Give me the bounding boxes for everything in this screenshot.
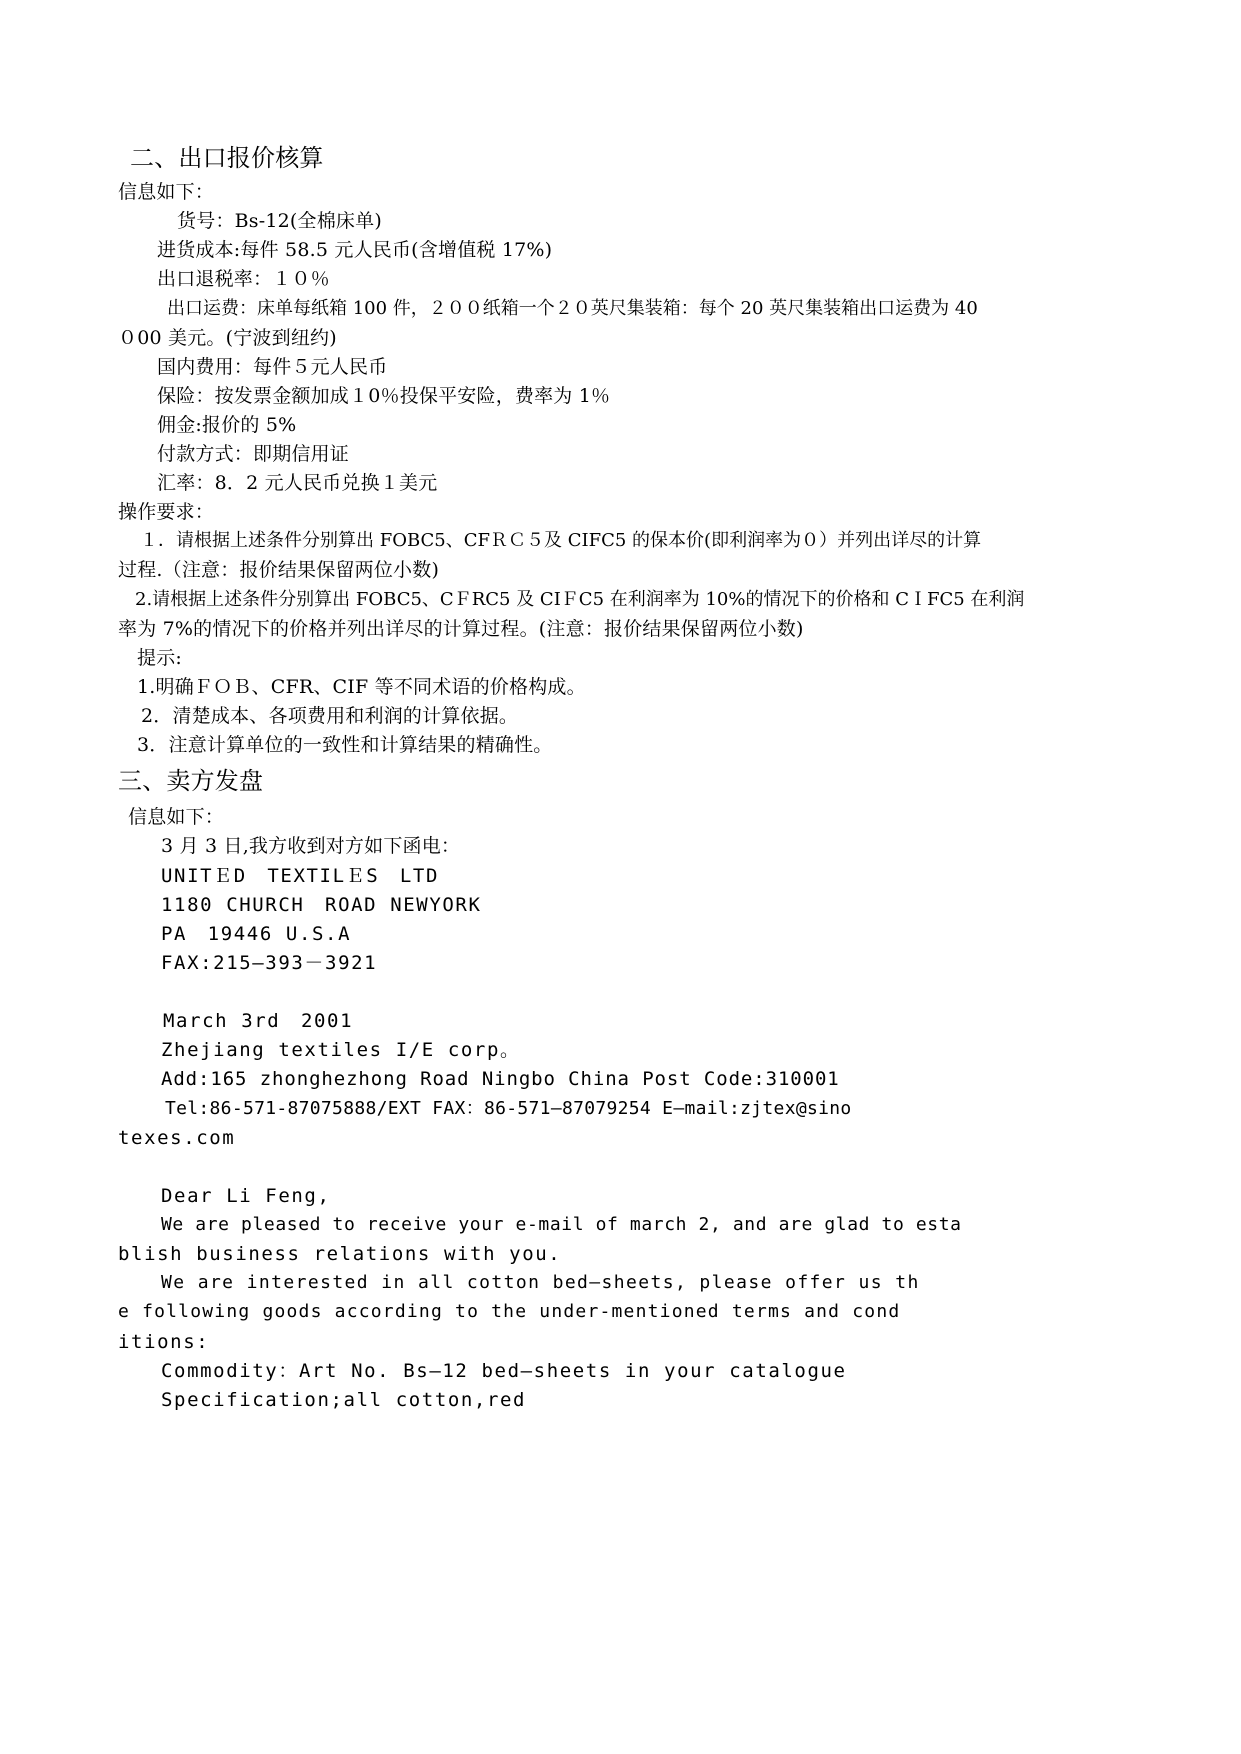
recipient-line: texes.com	[118, 1127, 236, 1149]
info-line: 出口退税率：１０％	[157, 268, 330, 290]
hint-line: 1.明确ＦＯＢ、CFR、CIF 等不同术语的价格构成。	[137, 676, 586, 698]
recipient-line: Tel:86-571-87075888/EXT FAX：86-571—87079254 E—mail:zjtex@sino	[165, 1098, 852, 1119]
requirement-line: 2.请根据上述条件分别算出 FOBC5、CＦRC5 及 CIＦC5 在利润率为 10%的情况下的价格和 CＩFC5 在利润	[135, 589, 1025, 610]
body-line: Commodity：Art No. Bs—12 bed—sheets in your catalogue	[161, 1360, 847, 1382]
sender-line: FAX:215—393－3921	[161, 952, 378, 974]
info-line: 国内费用：每件５元人民币	[157, 356, 388, 378]
info-line: 保险：按发票金额加成１0％投保平安险，费率为 1％	[157, 385, 611, 407]
requirement-line: 过程.（注意：报价结果保留两位小数)	[118, 559, 440, 581]
requirement-line: １．请根据上述条件分别算出 FOBC5、CFＲＣ５及 CIFC5 的保本价(即利润率为０）并列出详尽的计算	[140, 530, 982, 551]
body-line: We are pleased to receive your e-mail of march 2, and are glad to esta	[161, 1214, 962, 1235]
sender-line: 1180 CHURCH ROAD NEWYORK	[161, 894, 482, 916]
hint-line: 2．清楚成本、各项费用和利润的计算依据。	[141, 705, 519, 727]
info-line: 佣金:报价的 5%	[157, 414, 297, 436]
sender-line: UNITＥD TEXTILＥS LTD	[161, 865, 439, 887]
recipient-line: Add:165 zhonghezhong Road Ningbo China Post Code:310001	[161, 1068, 840, 1090]
body-line: blish business relations with you.	[118, 1243, 562, 1265]
requirement-line: 率为 7%的情况下的价格并列出详尽的计算过程。(注意：报价结果保留两位小数)	[118, 618, 804, 640]
body-line: Specification;all cotton,red	[161, 1389, 527, 1411]
info-line: 进货成本:每件 58.5 元人民币(含增值税 17%)	[157, 239, 553, 261]
info-line: 货号：Bs-12(全棉床单)	[177, 210, 382, 232]
section-heading-seller-offer: 三、卖方发盘	[118, 767, 264, 795]
info-intro: 信息如下：	[118, 181, 215, 203]
hint-title: 提示:	[137, 647, 183, 669]
info-line: 汇率：8．2 元人民币兑换１美元	[157, 472, 438, 494]
body-line: e following goods according to the under-mentioned terms and cond	[118, 1301, 901, 1322]
body-line: itions:	[118, 1331, 210, 1353]
section-heading-export-quote: 二、出口报价核算	[130, 144, 324, 172]
info-line: ０00 美元。(宁波到纽约)	[118, 327, 337, 349]
info-line: 付款方式：即期信用证	[157, 443, 350, 465]
letter-date: March 3rd 2001	[163, 1010, 354, 1032]
offer-date-note: 3 月 3 日,我方收到对方如下函电：	[161, 835, 461, 857]
recipient-line: Zhejiang textiles I/E corp。	[161, 1039, 521, 1061]
hint-line: 3．注意计算单位的一致性和计算结果的精确性。	[137, 734, 553, 756]
salutation: Dear Li Feng,	[161, 1185, 331, 1207]
sender-line: PA 19446 U.S.A	[161, 923, 352, 945]
body-line: We are interested in all cotton bed—sheets, please offer us th	[161, 1272, 920, 1293]
info-line: 出口运费：床单每纸箱 100 件，２００纸箱一个２０英尺集装箱：每个 20 英尺集装箱出口运费为 40	[167, 298, 978, 319]
offer-intro: 信息如下：	[128, 806, 225, 828]
requirements-title: 操作要求：	[118, 501, 215, 523]
